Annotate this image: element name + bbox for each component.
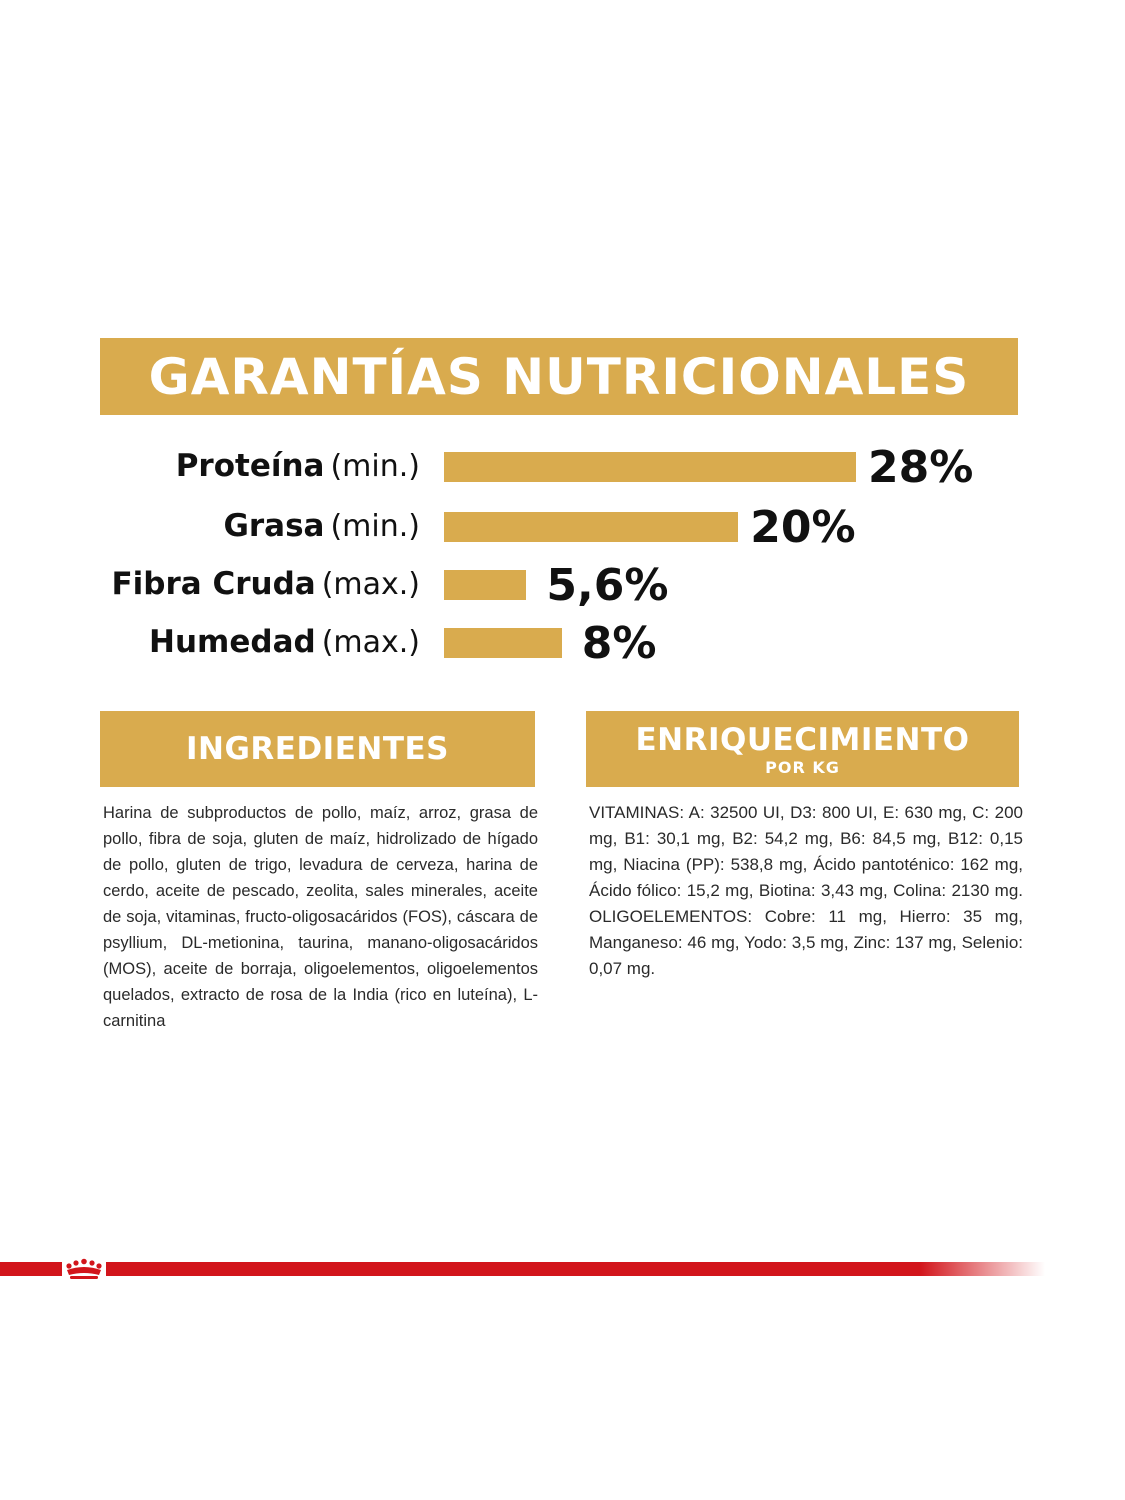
enrichment-subtitle: POR KG	[765, 757, 840, 777]
row-label	[111, 566, 420, 602]
bar	[444, 628, 562, 658]
row-label-name: Proteína	[175, 448, 325, 484]
footer-red-line	[0, 1262, 1045, 1276]
enrichment-header	[586, 711, 1019, 787]
row-label-qualifier: (min.)	[330, 509, 420, 544]
row-label-name: Grasa	[223, 508, 325, 544]
row-label	[176, 448, 420, 484]
row-label	[149, 624, 420, 660]
row-label-name: Humedad	[149, 624, 316, 660]
enrichment-title: ENRIQUECIMIENTO	[635, 721, 970, 758]
row-label-qualifier: (max.)	[321, 625, 420, 660]
row-label-qualifier: (min.)	[330, 449, 420, 484]
bar	[444, 512, 738, 542]
chart-title: GARANTÍAS NUTRICIONALES	[148, 347, 970, 406]
bar	[444, 452, 856, 482]
enrichment-text: VITAMINAS: A: 32500 UI, D3: 800 UI, E: 630 mg, C: 200 mg, B1: 30,1 mg, B2: 54,2 mg, B6: 84,5 mg, B12: 0,15 mg, Niacina (PP): 538,8 mg, Ácido pantoténico: 162 mg, Ácido fólico: 15,2 mg, Biotina: 3,43 mg, Colina: 2130 mg. OLIGOELEMENTOS: Cobre: 11 mg, Hierro: 35 mg, Manganeso: 46 mg, Yodo: 3,5 mg, Zinc: 137 mg, Selenio: 0,07 mg.	[589, 803, 1023, 978]
row-label	[223, 508, 420, 544]
crown-icon	[62, 1256, 106, 1282]
bar-value-label: 8%	[581, 618, 657, 669]
ingredients-title: INGREDIENTES	[185, 731, 449, 767]
ingredients-header	[100, 711, 535, 787]
bar-value-label: 28%	[868, 442, 974, 493]
ingredients-text: Harina de subproductos de pollo, maíz, arroz, grasa de pollo, fibra de soja, gluten de maíz, hidrolizado de hígado de pollo, gluten de trigo, levadura de cerveza, harina de cerdo, aceite de pescado, zeolita, sales minerales, aceite de soja, vitaminas, fructo-oligosacáridos (FOS), cáscara de psyllium, DL-metionina, taurina, manano-oligosacáridos (MOS), aceite de borraja, oligoelementos, oligoelementos quelados, extracto de rosa de la India (rico en luteína), L-carnitina	[103, 804, 538, 1030]
row-label-name: Fibra Cruda	[111, 566, 316, 602]
bar-value-label: 5,6%	[546, 560, 669, 611]
bar-value-label: 20%	[750, 502, 856, 553]
row-label-qualifier: (max.)	[321, 567, 420, 602]
title-banner	[100, 338, 1018, 415]
bar	[444, 570, 526, 600]
